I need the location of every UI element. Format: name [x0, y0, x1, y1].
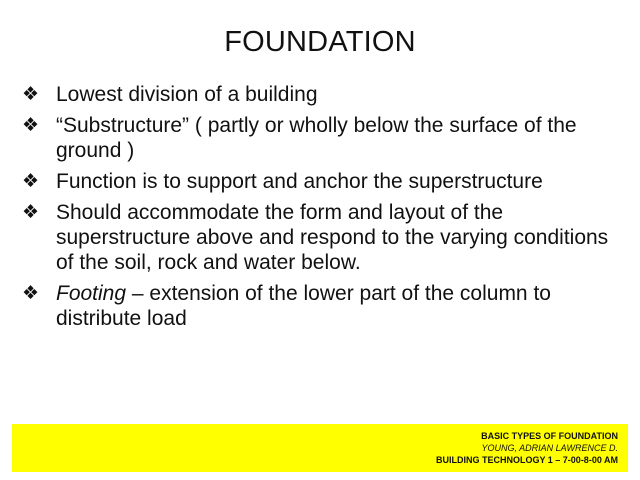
footing-term: Footing — [56, 282, 127, 305]
diamond-bullet-icon: ❖ — [22, 83, 40, 105]
bullet-text: Lowest division of a building — [56, 83, 318, 106]
bullet-item-accommodate — [22, 200, 622, 275]
diamond-bullet-icon: ❖ — [22, 170, 40, 192]
slide-title: FOUNDATION — [224, 26, 416, 58]
bullet-text: “Substructure” ( partly or wholly below the surface of the ground ) — [56, 114, 577, 162]
footer-bar — [12, 424, 628, 472]
footer-course: BUILDING TECHNOLOGY 1 – 7-00-8-00 AM — [435, 455, 618, 465]
bullet-item-function — [22, 169, 622, 194]
footer-caption — [436, 430, 618, 466]
bullet-item-substructure — [22, 113, 622, 163]
bullet-item-footing — [22, 281, 622, 331]
bullet-list — [22, 82, 622, 337]
diamond-bullet-icon: ❖ — [22, 114, 40, 136]
footer-author: YOUNG, ADRIAN LAWRENCE D. — [481, 443, 618, 453]
bullet-text: – extension of the lower part of the column to distribute load — [56, 282, 551, 330]
bullet-item-lowest-division — [22, 82, 622, 107]
bullet-text: Function is to support and anchor the superstructure — [56, 170, 543, 193]
diamond-bullet-icon: ❖ — [22, 201, 40, 223]
bullet-text: Should accommodate the form and layout of the superstructure above and respond to the varying conditions of the soil, rock and water below. — [56, 201, 609, 274]
footer-topic: BASIC TYPES OF FOUNDATION — [481, 431, 618, 441]
diamond-bullet-icon: ❖ — [22, 282, 40, 304]
